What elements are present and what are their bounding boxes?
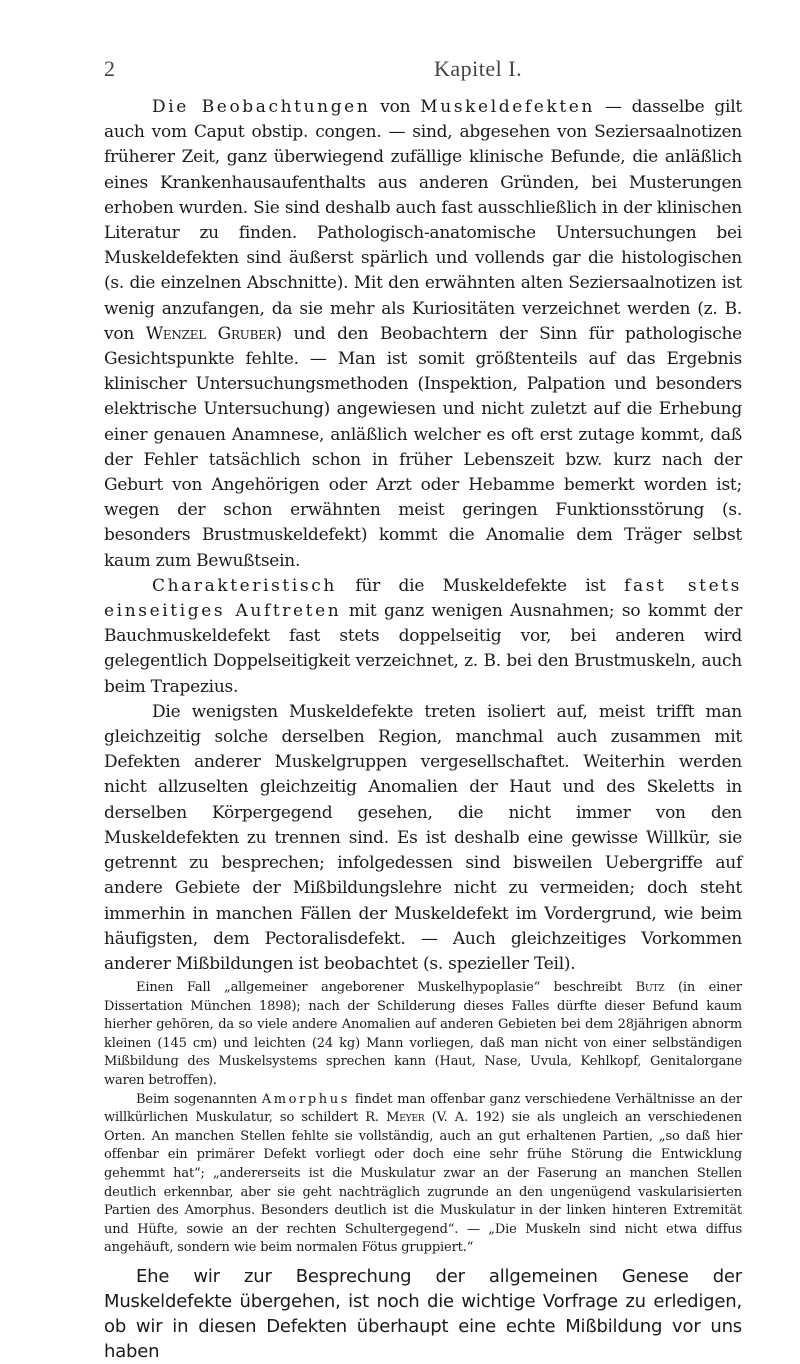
text-segment: Einen Fall „allgemeiner angeborener Muskelhypoplasie“ beschreibt (136, 980, 636, 996)
text-segment: ) und den Beobachtern der Sinn für pathologische Gesichtspunkte fehlte. — Man ist somit größtenteils auf das Ergebnis klinischer Untersuchungsmethoden (Inspektion, Palpation und besonders elektrische Untersuchung) angewiesen und nicht zuletzt auf die Erhebung einer genauen Anamnese, anläßlich welcher es oft erst zutage kommt, daß der Fehler tatsächlich schon in früher Lebenszeit bzw. kurz nach der Geburt von Angehörigen oder Arzt oder Hebamme bemerkt worden ist; wegen der schon erwähnten meist geringen Funktionsstörung (s. besonders Brustmuskeldefekt) kommt die Anomalie dem Träger selbst kaum zum Bewußtsein. (104, 323, 742, 571)
emphasis-amorphus: Amorphus (261, 1091, 351, 1107)
paragraph-observations (104, 95, 742, 574)
emphasis-beobachtungen: Die Beobachtungen (152, 97, 371, 117)
emphasis-muskeldefekten: Muskeldefekten (420, 97, 595, 117)
page-header (104, 56, 744, 84)
small-print-amorphus (104, 1091, 742, 1258)
running-title: Kapitel I. (434, 56, 523, 81)
small-print-butz (104, 979, 742, 1091)
text-segment: von (370, 97, 421, 117)
text-segment: (V. A. 192) sie als ungleich an verschiedenen Orten. An manchen Stellen fehlte sie vollständig, auch an gut erhaltenen Partien, „so daß hier offenbar ein primärer Defekt vorliegt oder doch eine sehr frühe Störung die Entwicklung gehemmt hat“; „andererseits ist die Muskulatur zwar an der Faserung an manchen Stellen deutlich erkennbar, aber sie geht nachträglich zugrunde an den ungenügend vaskularisierten Partien des Amorphus. Besonders deutlich ist die Muskulatur in der linken hinteren Extremität und Hüfte, sowie an der rechten Schultergegend“. — „Die Muskeln sind nicht etwa diffus angehäuft, sondern wie beim normalen Fötus gruppiert.“ (104, 1110, 742, 1256)
text-segment: (in einer Dissertation München 1898); nach der Schilderung dieses Falles dürfte dieser Befund kaum hierher gehören, da so viele andere Anomalien auf anderen Gebieten bei dem 28jährigen abnorm kleinen (145 cm) und leichten (24 kg) Mann vorliegen, daß man nicht von einer selbständigen Mißbildung des Muskelsystems sprechen kann (Haut, Nase, Uvula, Kehlkopf, Genitalorgane waren betroffen). (104, 980, 742, 1089)
paragraph-genesis: Ehe wir zur Besprechung der allgemeinen Genese der Muskeldefekte übergehen, ist noch die wichtige Vorfrage zu erledigen, ob wir in diesen Defekten überhaupt eine echte Mißbildung vor uns haben (104, 1266, 742, 1363)
paragraph-isolated-defects: Die wenigsten Muskeldefekte treten isoliert auf, meist trifft man gleichzeitig solche derselben Region, manchmal auch zusammen mit Defekten anderer Muskelgruppen vergesellschaftet. Weiterhin werden nicht allzuselten gleichzeitig Anomalien der Haut und des Skeletts in derselben Körpergegend gesehen, die nicht immer von den Muskeldefekten zu trennen sind. Es ist deshalb eine gewisse Willkür, sie getrennt zu besprechen; infolgedessen sind bisweilen Uebergriffe auf andere Gebiete der Mißbildungslehre nicht zu vermeiden; doch steht immerhin in manchen Fällen der Muskeldefekt im Vordergrund, wie beim häufigsten, dem Pectoralisdefekt. — Auch gleichzeitiges Vorkommen anderer Mißbildungen ist beobachtet (s. spezieller Teil). (104, 701, 742, 974)
body-text (104, 95, 742, 1364)
author-name: Wenzel Gruber (145, 323, 276, 344)
emphasis-einseitig: fast stets einseitiges Auftreten (104, 575, 742, 622)
text-segment: mit ganz wenigen Ausnahmen; so kommt der Bauchmuskeldefekt fast stets doppelseitig vor, bei anderen wird gelegentlich Doppelseitigkeit verzeichnet, z. B. bei den Brustmuskeln, auch beim Trapezius. (104, 601, 742, 697)
text-segment: findet man offenbar ganz verschiedene Verhältnisse an der willkürlichen Muskulatur, so schildert (104, 1091, 742, 1126)
author-name: R. Meyer (365, 1110, 425, 1126)
page-number: 2 (104, 56, 115, 81)
text-segment: — dasselbe gilt auch vom Caput obstip. congen. — sind, abgesehen von Seziersaalnotizen früherer Zeit, ganz überwiegend zufällige klinische Befunde, die anläßlich eines Krankenhausaufenthalts aus anderen Gründen, bei Musterungen erhoben wurden. Sie sind deshalb auch fast ausschließlich in der klinischen Literatur zu finden. Pathologisch-anatomische Untersuchungen bei Muskeldefekten sind äußerst spärlich und vollends gar die histologischen (s. die einzelnen Abschnitte). Mit den erwähnten alten Seziersaalnotizen ist wenig anzufangen, da sie mehr als Kuriositäten verzeichnet werden (z. B. von (104, 97, 742, 344)
text-segment: Beim sogenannten (136, 1091, 262, 1107)
text-segment: für die Muskeldefekte ist (336, 575, 625, 596)
author-name: Butz (635, 980, 665, 996)
emphasis-charakteristisch: Charakteristisch (152, 575, 337, 596)
paragraph-characteristic (104, 574, 742, 700)
